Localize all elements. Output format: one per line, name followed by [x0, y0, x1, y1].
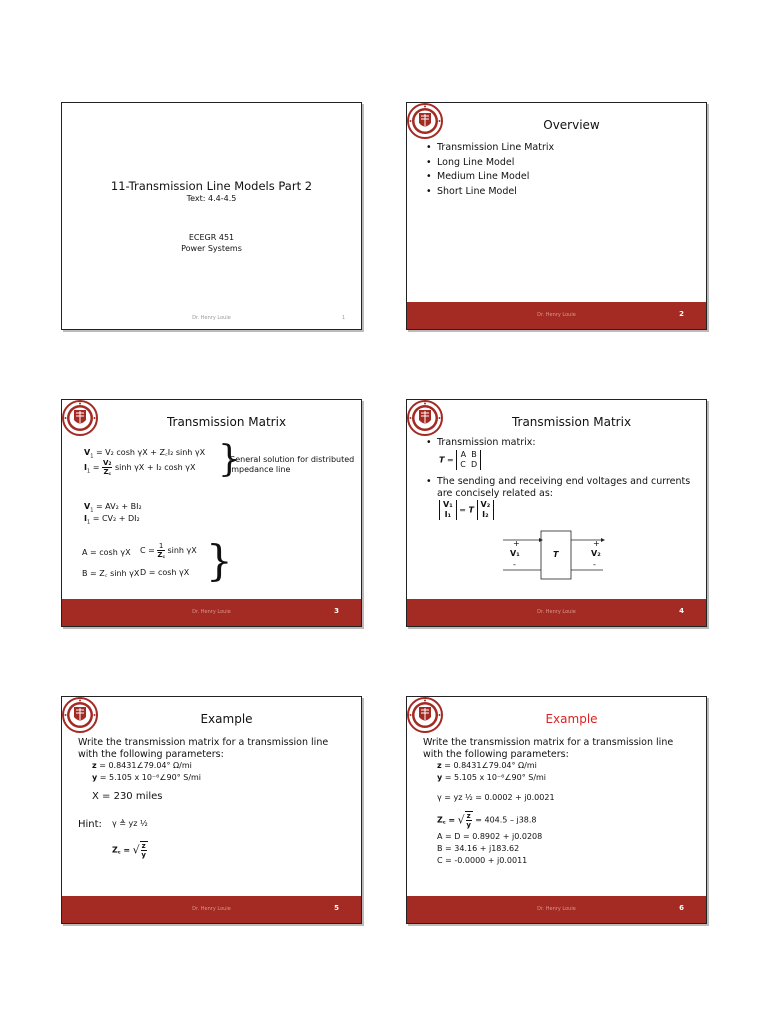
- two-port-block-label: T: [553, 550, 559, 559]
- slide-title: Transmission Matrix: [166, 415, 287, 429]
- v1-label: V₁: [510, 549, 520, 558]
- university-seal-icon: [407, 697, 443, 733]
- slide-number: 4: [679, 607, 684, 615]
- hint-label: Hint:: [78, 819, 102, 830]
- equation-d: D = cosh γX: [140, 568, 190, 577]
- z-parameter: z = 0.8431∠79.04° Ω/mi: [92, 761, 192, 770]
- gamma-definition: γ ≜ yz ½: [112, 819, 148, 828]
- gamma-result: γ = yz ½ = 0.0002 + j0.0021: [437, 793, 555, 802]
- bullet-item: • The sending and receiving end voltages and currents are concisely related as:: [426, 476, 691, 499]
- slide-author: Dr. Henry Louie: [192, 315, 231, 321]
- z-parameter: z = 0.8431∠79.04° Ω/mi: [437, 761, 537, 770]
- minus-sign-left: -: [513, 560, 516, 569]
- equation-v1-abcd: $V_1 = AV_2 + BI_2$: [84, 502, 142, 514]
- university-seal-icon: [407, 400, 443, 436]
- footer-bar: [62, 896, 361, 923]
- zc-result: Z꜀ = √ $\frac{z}{y}$ = 404.5 – j38.8: [437, 812, 537, 829]
- slide-title: Example: [545, 712, 598, 726]
- footer-bar: [407, 599, 706, 626]
- bullet-item: • Transmission matrix:: [423, 436, 536, 451]
- plus-sign-right: +: [593, 539, 600, 548]
- slide-3[interactable]: [61, 399, 362, 627]
- general-solution-note: General solution for distributed impedance line: [229, 455, 355, 474]
- bullet-list: [423, 141, 554, 199]
- slide-title: Transmission Matrix: [511, 415, 632, 429]
- course-code: ECEGR 451: [188, 233, 235, 242]
- slide-1[interactable]: [61, 102, 362, 330]
- y-parameter: y = 5.105 x 10⁻⁶∠90° S/mi: [92, 773, 202, 782]
- vector-relation-eq: V₁ I₁ = T V₂ I₂: [439, 500, 494, 520]
- line-length: X = 230 miles: [92, 791, 163, 802]
- equation-i1: $I_1$ = $\frac{\text{V₂}}{Z꜀}$ sinh γX + I₂ cosh γX: [84, 459, 196, 476]
- slide-author: Dr. Henry Louie: [192, 906, 231, 912]
- university-seal-icon: [62, 400, 98, 436]
- c-result: C = -0.0000 + j0.0011: [437, 856, 528, 865]
- slide-number: 3: [334, 607, 339, 615]
- slide-title: Overview: [543, 118, 600, 132]
- bullet-item: • Medium Line Model: [423, 170, 554, 185]
- equation-a: A = cosh γX: [82, 548, 131, 557]
- footer-bar: [62, 599, 361, 626]
- slide-number: 6: [679, 904, 684, 912]
- title-slide-heading: 11-Transmission Line Models Part 2: [110, 179, 313, 193]
- curly-brace: }: [218, 439, 241, 480]
- bullet-item: • Short Line Model: [423, 185, 554, 200]
- example-intro: Write the transmission matrix for a transmission line with the following parameters:: [78, 737, 329, 760]
- zc-definition: Z꜀ = √ $\frac{z}{y}$: [112, 842, 146, 859]
- slide-author: Dr. Henry Louie: [192, 609, 231, 615]
- slide-5[interactable]: [61, 696, 362, 924]
- slide-number: 1: [341, 315, 345, 321]
- transmission-matrix-eq: T = A B C D: [439, 450, 481, 470]
- slide-6[interactable]: [406, 696, 707, 924]
- slide-number: 2: [679, 310, 684, 318]
- equation-b: B = Z꜀ sinh γX: [82, 569, 140, 578]
- a-d-result: A = D = 0.8902 + j0.0208: [437, 832, 543, 841]
- curly-brace: }: [206, 536, 233, 585]
- minus-sign-right: -: [593, 560, 596, 569]
- example-intro: Write the transmission matrix for a transmission line with the following parameters:: [423, 737, 674, 760]
- equation-i1-abcd: $I_1 = CV_2 + DI_2$: [84, 514, 140, 526]
- footer-bar: [407, 302, 706, 329]
- plus-sign-left: +: [513, 539, 520, 548]
- bullet-item: • Transmission Line Matrix: [423, 141, 554, 156]
- slide-number: 5: [334, 904, 339, 912]
- bullet-list: [423, 436, 536, 451]
- slide-title: Example: [200, 712, 253, 726]
- b-result: B = 34.16 + j183.62: [437, 844, 520, 853]
- slide-2[interactable]: [406, 102, 707, 330]
- footer-bar: [407, 896, 706, 923]
- bullet-item: • Long Line Model: [423, 156, 554, 171]
- y-parameter: y = 5.105 x 10⁻⁶∠90° S/mi: [437, 773, 547, 782]
- slide-author: Dr. Henry Louie: [537, 609, 576, 615]
- slide-author: Dr. Henry Louie: [537, 906, 576, 912]
- slide-4[interactable]: [406, 399, 707, 627]
- text-reference: Text: 4.4-4.5: [186, 194, 237, 203]
- v2-label: V₂: [591, 549, 601, 558]
- course-subject: Power Systems: [181, 244, 242, 253]
- university-seal-icon: [62, 697, 98, 733]
- equation-v1: $V_1 = V_2$ cosh γX + Z꜀I₂ sinh γX: [84, 448, 206, 460]
- slide-author: Dr. Henry Louie: [537, 312, 576, 318]
- equation-c: C = $\frac{1}{Z꜀}$ sinh γX: [140, 542, 197, 559]
- university-seal-icon: [407, 103, 443, 139]
